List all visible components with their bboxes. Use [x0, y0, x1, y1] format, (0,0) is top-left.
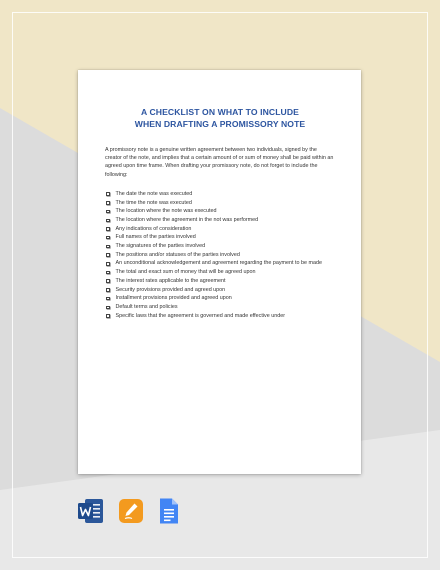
checkbox-icon	[106, 271, 110, 275]
document-title-line2: WHEN DRAFTING A PROMISSORY NOTE	[134, 119, 306, 129]
checklist-item-label: Installment provisions provided and agreed upon	[115, 295, 232, 302]
word-icon[interactable]	[77, 497, 105, 525]
checkbox-icon	[106, 219, 110, 223]
checkbox-icon	[106, 262, 110, 266]
checkbox-icon	[106, 192, 110, 196]
checklist-item	[105, 268, 335, 277]
checklist-item-label: The interest rates applicable to the agreement	[115, 277, 226, 284]
checklist-item	[105, 233, 335, 242]
checkbox-icon	[106, 288, 110, 292]
checklist-item-label: The signatures of the parties involved	[115, 243, 206, 250]
checklist-item	[105, 303, 335, 312]
checklist-item-label: Security provisions provided and agreed upon	[115, 286, 226, 293]
checkbox-icon	[106, 245, 110, 249]
pages-icon[interactable]	[119, 497, 143, 525]
checklist-item	[105, 251, 335, 260]
checkbox-icon	[106, 236, 110, 240]
checkbox-icon	[106, 297, 110, 301]
checklist-item	[105, 199, 335, 208]
checklist-item	[105, 294, 335, 303]
checklist-item-label: Default terms and policies	[115, 303, 178, 310]
document-title-line1: A CHECKLIST ON WHAT TO INCLUDE	[141, 107, 299, 117]
google-docs-icon[interactable]	[159, 497, 179, 525]
checkbox-icon	[106, 279, 110, 283]
document-page	[78, 70, 361, 474]
checklist-item	[105, 277, 335, 286]
checklist-item	[105, 190, 335, 199]
checklist-item-label: The positions and/or statuses of the parties involved	[115, 251, 240, 258]
checklist-item	[105, 286, 335, 295]
checklist	[105, 190, 335, 321]
checklist-item-label: The date the note was executed	[115, 190, 193, 197]
checklist-item-label: An unconditional acknowledgement and agreement regarding the payment to be made	[115, 260, 322, 267]
checklist-item	[105, 242, 335, 251]
checkbox-icon	[106, 253, 110, 257]
checklist-item	[105, 312, 335, 321]
document-title	[105, 106, 335, 130]
checkbox-icon	[106, 227, 110, 231]
checkbox-icon	[106, 306, 110, 310]
checklist-item-label: The total and exact sum of money that will be agreed upon	[115, 269, 256, 276]
checklist-item-label: The location where the agreement in the not was performed	[115, 216, 259, 223]
checklist-item-label: Full names of the parties involved	[115, 234, 196, 241]
checklist-item-label: The location where the note was executed	[115, 208, 217, 215]
checklist-item-label: The time the note was executed	[115, 199, 192, 206]
intro-paragraph: A promissory note is a genuine written agreement between two individuals, signed by the creator of the note, and implies that a certain amount of or sum of money shall be paid within an agreed upon time frame. When drafting your promissory note, do not forget to include the following:	[105, 147, 334, 178]
checkbox-icon	[106, 210, 110, 214]
checklist-item	[105, 225, 335, 234]
checkbox-icon	[106, 201, 110, 205]
checkbox-icon	[106, 314, 110, 318]
checklist-item	[105, 207, 335, 216]
checklist-item	[105, 216, 335, 225]
checklist-item-label: Any indications of consideration	[115, 225, 192, 232]
checklist-item-label: Specific laws that the agreement is governed and made effective under	[115, 312, 286, 319]
checklist-item	[105, 259, 335, 268]
